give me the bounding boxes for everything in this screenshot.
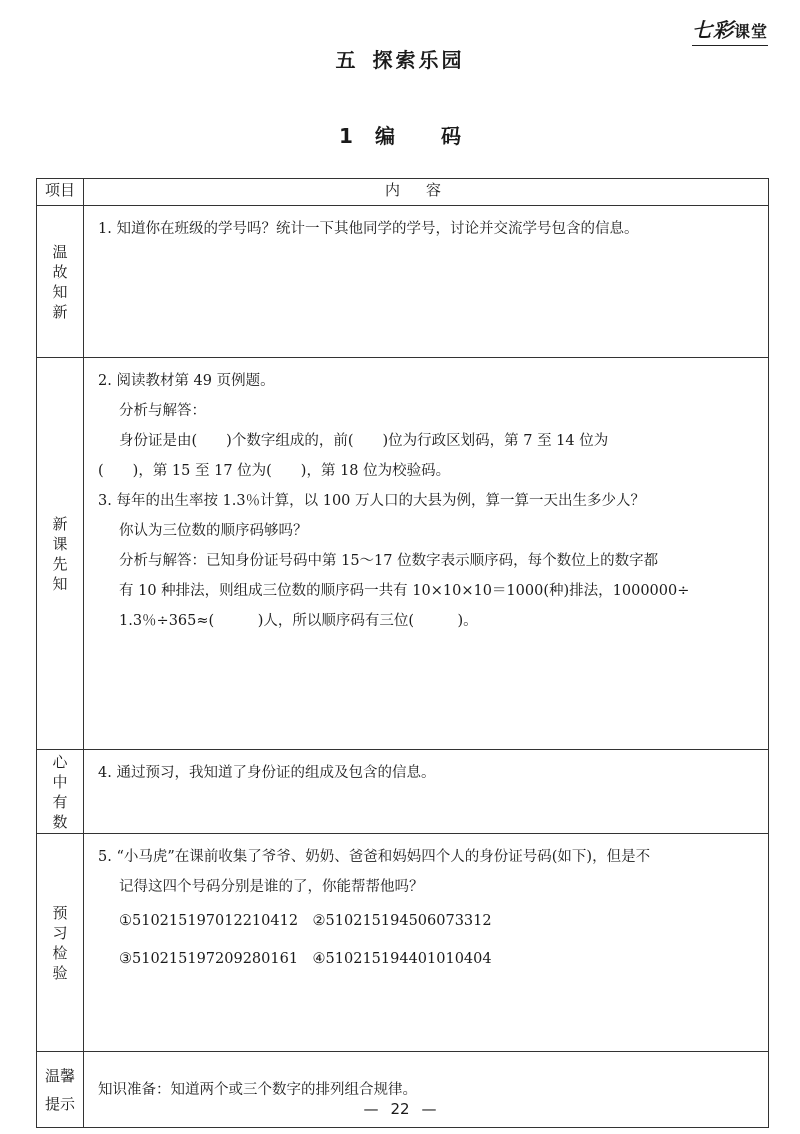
lesson-char1: 编 bbox=[374, 124, 395, 148]
row-label-summary: 心中有数 bbox=[37, 750, 84, 834]
unit-number: 五 bbox=[335, 48, 359, 72]
row-content-summary bbox=[84, 750, 769, 834]
question-5: 5. “小马虎”在课前收集了爷爷、奶奶、爸爸和妈妈四个人的身份证号码(如下)，但是不 bbox=[98, 849, 651, 865]
lesson-number: 1 bbox=[339, 124, 353, 148]
row-label-new-lesson: 新课先知 bbox=[37, 358, 84, 750]
header-item: 项目 bbox=[37, 179, 84, 206]
lesson-char2: 码 bbox=[440, 124, 461, 148]
table-row bbox=[37, 834, 769, 1052]
page-number-value: 22 bbox=[390, 1100, 410, 1118]
row-label-review: 温故知新 bbox=[37, 206, 84, 358]
row-content-new-lesson bbox=[84, 358, 769, 750]
question-3-answer-2: 有 10 种排法，则组成三位数的顺序码一共有 10×10×10＝1000(种)排法，1000000÷ bbox=[119, 583, 690, 599]
row-content-check bbox=[84, 834, 769, 1052]
analysis-label: 分析与解答： bbox=[119, 403, 206, 419]
tip-label-bottom: 提示 bbox=[44, 1094, 75, 1113]
question-1: 1. 知道你在班级的学号吗？统计一下其他同学的学号，讨论并交流学号包含的信息。 bbox=[98, 221, 639, 237]
brand-logo bbox=[692, 14, 768, 46]
question-4: 4. 通过预习，我知道了身份证的组成及包含的信息。 bbox=[98, 765, 436, 781]
question-2-fill-a: 身份证是由( )个数字组成的，前( )位为行政区划码，第 7 至 14 位为 bbox=[119, 433, 609, 449]
table-row bbox=[37, 750, 769, 834]
table-row bbox=[37, 206, 769, 358]
unit-name: 探索乐园 bbox=[372, 48, 465, 72]
brand-part2: 课堂 bbox=[733, 22, 768, 41]
page-number: — 22 — bbox=[363, 1100, 437, 1118]
tip-text: 知识准备：知道两个或三个数字的排列组合规律。 bbox=[98, 1081, 417, 1098]
unit-title bbox=[0, 44, 800, 73]
preview-table bbox=[36, 178, 769, 1128]
brand-part1: 七彩 bbox=[691, 18, 734, 42]
header-content: 内容 bbox=[84, 179, 769, 206]
row-label-check: 预习检验 bbox=[37, 834, 84, 1052]
question-2-fill-b: ( )，第 15 至 17 位为( )，第 18 位为校验码。 bbox=[98, 463, 451, 479]
table-row bbox=[37, 358, 769, 750]
question-3-b: 你认为三位数的顺序码够吗？ bbox=[119, 523, 308, 539]
tip-label-top: 温馨 bbox=[44, 1066, 75, 1085]
id-numbers-1: ①510215197012210412 ②510215194506073312 bbox=[119, 913, 492, 929]
question-3-answer-3: 1.3％÷365≈( )人，所以顺序码有三位( )。 bbox=[119, 613, 478, 629]
id-numbers-2: ③510215197209280161 ④510215194401010404 bbox=[119, 951, 492, 967]
question-3: 3. 每年的出生率按 1.3％计算，以 100 万人口的大县为例，算一算一天出生多少人？ bbox=[98, 493, 646, 509]
question-2: 2. 阅读教材第 49 页例题。 bbox=[98, 373, 275, 389]
row-content-review bbox=[84, 206, 769, 358]
lesson-title bbox=[0, 120, 800, 149]
table-header bbox=[37, 179, 769, 206]
question-3-answer-1: 分析与解答：已知身份证号码中第 15～17 位数字表示顺序码，每个数位上的数字都 bbox=[119, 553, 659, 569]
question-5-b: 记得这四个号码分别是谁的了，你能帮帮他吗？ bbox=[119, 879, 424, 895]
